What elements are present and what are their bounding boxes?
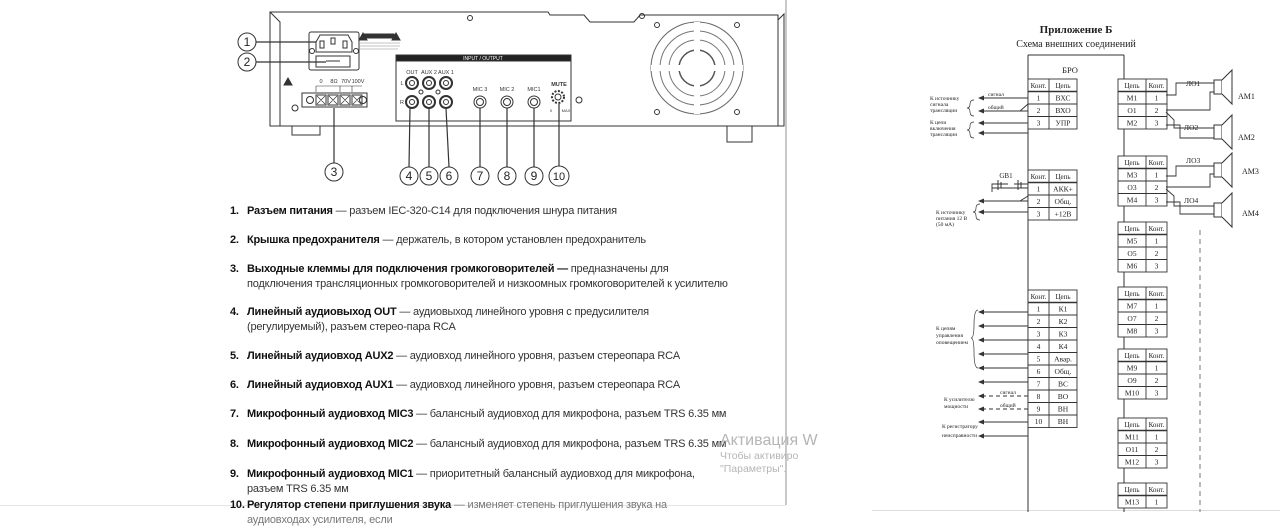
item-text: — балансный аудиовход для микрофона, разъем TRS 6.35 мм bbox=[413, 408, 727, 420]
table-cell: 2 bbox=[1154, 376, 1159, 385]
table-cell: ВН bbox=[1057, 404, 1069, 414]
table-cell: 2 bbox=[1036, 317, 1041, 326]
terminal-screws bbox=[307, 95, 363, 105]
table-cell: М3 bbox=[1126, 170, 1138, 180]
item-text: — держатель, в котором установлен предохранитель bbox=[379, 234, 646, 246]
item-term: Линейный аудиовыход OUT bbox=[247, 306, 397, 318]
table-header: Конт. bbox=[1148, 421, 1165, 429]
table-cell: М10 bbox=[1124, 388, 1140, 398]
table-cell: К1 bbox=[1058, 304, 1068, 314]
connection-table bbox=[1118, 79, 1167, 129]
annotation-text: включения bbox=[930, 126, 956, 132]
common-label: общий bbox=[1000, 403, 1016, 409]
item-number: 3. bbox=[230, 263, 239, 275]
table-cell: 3 bbox=[1154, 457, 1159, 467]
table-header: Цепь bbox=[1124, 290, 1140, 298]
table-header: Конт. bbox=[1148, 290, 1165, 298]
bro-label: БРО bbox=[1062, 65, 1078, 75]
speaker-labels bbox=[1238, 92, 1259, 218]
rca-jacks bbox=[406, 77, 452, 108]
table-cell: М5 bbox=[1126, 236, 1138, 246]
arrowheads bbox=[978, 96, 984, 439]
signal-label: сигнал bbox=[988, 92, 1004, 98]
table-cell: 7 bbox=[1036, 379, 1041, 389]
terminal-label-70v: 70V bbox=[341, 79, 351, 85]
table-cell: 2 bbox=[1154, 183, 1159, 192]
connection-table bbox=[1118, 483, 1167, 508]
table-header: Цепь bbox=[1124, 82, 1140, 90]
table-cell: Общ. bbox=[1054, 367, 1072, 376]
list-item bbox=[230, 437, 730, 452]
list-item bbox=[230, 233, 730, 248]
table-cell: 2 bbox=[1154, 106, 1159, 115]
speaker-icon bbox=[1214, 193, 1232, 227]
table-cell: О3 bbox=[1127, 183, 1137, 192]
common-label: общий bbox=[988, 105, 1004, 111]
table-cell: 9 bbox=[1036, 404, 1041, 414]
callout-label: 7 bbox=[476, 169, 484, 183]
table-cell: ВХС bbox=[1055, 93, 1071, 103]
connection-table bbox=[1028, 290, 1077, 428]
table-cell: М8 bbox=[1126, 326, 1138, 336]
annotation-text: трансляции bbox=[930, 132, 958, 138]
table-header: Конт. bbox=[1148, 225, 1165, 233]
table-cell: ВО bbox=[1057, 392, 1069, 401]
knob-max-label: MAX bbox=[561, 108, 571, 113]
table-cell: +12В bbox=[1054, 209, 1072, 219]
annotation-text: оповещением bbox=[936, 340, 968, 346]
list-item bbox=[230, 262, 730, 292]
table-header: Цепь bbox=[1055, 173, 1071, 181]
table-cell: 4 bbox=[1036, 342, 1041, 351]
callout-label: 9 bbox=[530, 169, 538, 183]
connection-diagram bbox=[880, 0, 1280, 512]
table-cell: 2 bbox=[1036, 197, 1041, 206]
callout-label: 1 bbox=[243, 35, 251, 49]
table-cell: 1 bbox=[1154, 432, 1159, 442]
table-cell: УПР bbox=[1055, 118, 1071, 128]
table-cell: О9 bbox=[1127, 376, 1137, 385]
table-header: Цепь bbox=[1124, 352, 1140, 360]
speaker-label: АМ4 bbox=[1242, 209, 1259, 218]
signal-label: сигнал bbox=[1000, 390, 1016, 396]
foot-right bbox=[727, 126, 752, 142]
schema-subtitle: Схема внешних соединений bbox=[1016, 39, 1136, 50]
table-header: Конт. bbox=[1030, 82, 1047, 90]
item-term: Разъем питания bbox=[247, 205, 333, 217]
item-text: — приоритетный балансный аудиовход для микрофона, разъем TRS 6.35 мм bbox=[247, 468, 695, 495]
foot-left bbox=[292, 126, 320, 135]
table-cell: АКК+ bbox=[1053, 184, 1073, 194]
item-text: — разъем IEC-320-C14 для подключения шнура питания bbox=[332, 205, 617, 217]
table-cell: 3 bbox=[1154, 195, 1159, 205]
item-number: 5. bbox=[230, 350, 239, 362]
terminal-label-8ohm: 8Ω bbox=[330, 79, 338, 85]
jack-label-aux2: AUX 2 bbox=[421, 70, 437, 76]
row-label-l: L bbox=[400, 81, 404, 87]
mute-knob bbox=[552, 91, 564, 103]
annotation-text: мощности bbox=[944, 404, 969, 410]
table-cell: ВН bbox=[1057, 417, 1069, 426]
list-item bbox=[230, 498, 730, 526]
table-cell: 10 bbox=[1034, 417, 1043, 426]
table-cell: 1 bbox=[1036, 184, 1041, 194]
table-cell: 2 bbox=[1154, 314, 1159, 323]
table-cell: М11 bbox=[1125, 432, 1139, 442]
item-text: предназначены для подключения трансляционных громкоговорителей и низкоомных громкоговорителей к усилителю bbox=[247, 263, 728, 290]
list-item bbox=[230, 467, 730, 497]
table-cell: 3 bbox=[1036, 209, 1041, 219]
table-cell: Авар. bbox=[1054, 354, 1072, 364]
table-cell: К2 bbox=[1058, 317, 1068, 326]
item-text: — балансный аудиовход для микрофона, разъем TRS 6.35 мм bbox=[413, 438, 727, 450]
io-panel-title: INPUT / OUTPUT bbox=[463, 56, 503, 62]
terminal-label-100v: 100V bbox=[351, 79, 365, 85]
annotation-text: К источнику bbox=[936, 210, 966, 216]
item-number: 1. bbox=[230, 205, 239, 217]
watermark-line: "Параметры". bbox=[720, 463, 787, 475]
speaker-label: АМ1 bbox=[1238, 92, 1255, 101]
table-cell: О7 bbox=[1127, 314, 1137, 323]
table-cell: 1 bbox=[1036, 304, 1041, 314]
speaker-icons bbox=[1214, 70, 1232, 227]
table-cell: ВС bbox=[1057, 379, 1069, 389]
annotation-text: неисправности bbox=[942, 433, 978, 439]
speaker-icon bbox=[1214, 153, 1232, 187]
item-term: Линейный аудиовход AUX1 bbox=[247, 379, 394, 391]
mic3-jack bbox=[474, 96, 486, 108]
jack-label-out: OUT bbox=[406, 70, 418, 76]
list-item bbox=[230, 349, 730, 364]
table-cell: М9 bbox=[1126, 363, 1138, 373]
connection-table bbox=[1118, 222, 1167, 272]
annotation-text: К регистратору bbox=[942, 424, 978, 430]
table-cell: Общ. bbox=[1054, 197, 1072, 206]
table-cell: О5 bbox=[1127, 249, 1137, 258]
row-label-r: R bbox=[400, 100, 404, 106]
speaker-icon bbox=[1214, 70, 1232, 104]
table-header: Конт. bbox=[1148, 486, 1165, 494]
table-cell: 5 bbox=[1036, 354, 1041, 364]
table-header: Цепь bbox=[1124, 486, 1140, 494]
item-number: 4. bbox=[230, 306, 239, 318]
table-cell: 2 bbox=[1154, 249, 1159, 258]
table-cell: 3 bbox=[1036, 329, 1041, 339]
table-cell: М6 bbox=[1126, 261, 1138, 271]
table-cell: 2 bbox=[1036, 106, 1041, 115]
annotation-text: управления bbox=[936, 333, 964, 339]
table-cell: 3 bbox=[1154, 326, 1159, 336]
list-item bbox=[230, 204, 730, 219]
fan-grill bbox=[651, 22, 743, 115]
mic3-label: MIC 3 bbox=[472, 87, 488, 93]
table-cell: М4 bbox=[1126, 195, 1138, 205]
item-term: Выходные клеммы для подключения громкоговорителей — bbox=[247, 263, 568, 275]
callout-label: 5 bbox=[425, 169, 433, 183]
callout-label: 4 bbox=[405, 169, 413, 183]
table-header: Конт. bbox=[1148, 82, 1165, 90]
callout-label: 3 bbox=[330, 165, 338, 179]
table-cell: М13 bbox=[1124, 497, 1140, 507]
connection-table bbox=[1118, 349, 1167, 399]
braces bbox=[967, 100, 980, 368]
table-cell: К3 bbox=[1058, 329, 1068, 339]
table-cell: 1 bbox=[1154, 363, 1159, 373]
callout-label: 2 bbox=[243, 55, 251, 69]
annotation-text: питания 12 В bbox=[936, 216, 968, 222]
amplifier-rear-panel bbox=[230, 0, 786, 192]
table-cell: ВХО bbox=[1055, 106, 1071, 115]
table-header: Цепь bbox=[1124, 225, 1140, 233]
table-cell: М12 bbox=[1124, 457, 1140, 467]
callout-label: 8 bbox=[503, 169, 511, 183]
item-term: Микрофонный аудиовход MIC3 bbox=[247, 408, 414, 420]
line-label: ЛО1 bbox=[1186, 79, 1201, 88]
callout-label: 6 bbox=[445, 169, 453, 183]
table-cell: М2 bbox=[1126, 118, 1138, 128]
mic1-jack bbox=[528, 96, 540, 108]
battery-label: GB1 bbox=[999, 172, 1013, 180]
speaker-label: АМ3 bbox=[1242, 167, 1259, 176]
table-cell: К4 bbox=[1058, 342, 1068, 351]
table-cell: 1 bbox=[1154, 497, 1159, 507]
schema-title: Приложение Б bbox=[1039, 24, 1113, 36]
table-header: Конт. bbox=[1148, 352, 1165, 360]
line-labels bbox=[1184, 79, 1201, 205]
speaker-label: АМ2 bbox=[1238, 133, 1255, 142]
table-header: Цепь bbox=[1055, 293, 1071, 301]
item-term: Регулятор степени приглушения звука bbox=[247, 499, 451, 511]
connection-table bbox=[1118, 287, 1167, 337]
item-number: 6. bbox=[230, 379, 239, 391]
item-text: — аудиовход линейного уровня, разъем стереопара RCA bbox=[393, 379, 680, 391]
table-cell: 3 bbox=[1154, 388, 1159, 398]
table-cell: 2 bbox=[1154, 445, 1159, 454]
annotation-text: трансляции bbox=[930, 108, 958, 114]
item-number: 8. bbox=[230, 438, 239, 450]
list-item bbox=[230, 305, 730, 335]
item-term: Линейный аудиовход AUX2 bbox=[247, 350, 394, 362]
list-item bbox=[230, 407, 730, 422]
annotation-text: (50 мА) bbox=[936, 222, 954, 228]
table-header: Конт. bbox=[1030, 293, 1047, 301]
mic2-jack bbox=[501, 96, 513, 108]
table-header: Конт. bbox=[1148, 159, 1165, 167]
table-header: Цепь bbox=[1124, 159, 1140, 167]
item-number: 9. bbox=[230, 468, 239, 480]
table-cell: 3 bbox=[1036, 118, 1041, 128]
connection-table bbox=[1118, 156, 1167, 206]
item-term: Микрофонный аудиовход MIC1 bbox=[247, 468, 414, 480]
list-item bbox=[230, 378, 730, 393]
table-cell: О1 bbox=[1127, 106, 1137, 115]
annotations bbox=[930, 92, 1016, 439]
knob-min-label: 0 bbox=[549, 108, 553, 113]
mic2-label: MIC 2 bbox=[499, 87, 515, 93]
item-text: — аудиовыход линейного уровня с предусилителя (регулируемый), разъем стерео-пара RCA bbox=[247, 306, 649, 333]
table-cell: 1 bbox=[1036, 93, 1041, 103]
annotation-text: К усилителю bbox=[944, 397, 975, 403]
table-cell: 3 bbox=[1154, 118, 1159, 128]
item-text: — изменяет степень приглушения звука на аудиовходах усилителя, если bbox=[247, 499, 667, 526]
annotation-text: К цепи bbox=[930, 120, 947, 126]
battery-gb1-icon bbox=[998, 180, 1021, 190]
annotation-text: К цепям bbox=[936, 326, 956, 332]
table-cell: М7 bbox=[1126, 301, 1138, 311]
item-number: 2. bbox=[230, 234, 239, 246]
item-term: Крышка предохранителя bbox=[247, 234, 380, 246]
item-term: Микрофонный аудиовход MIC2 bbox=[247, 438, 414, 450]
terminal-label-0: 0 bbox=[319, 79, 323, 85]
table-header: Цепь bbox=[1124, 421, 1140, 429]
table-cell: 1 bbox=[1154, 170, 1159, 180]
mic1-label: MIC1 bbox=[527, 87, 541, 93]
chassis-bevel bbox=[270, 12, 280, 126]
connection-table bbox=[1028, 79, 1077, 129]
table-cell: 1 bbox=[1154, 93, 1159, 103]
item-number: 10. bbox=[230, 499, 245, 511]
annotation-text: К источнику bbox=[930, 96, 960, 102]
schema-tables bbox=[1028, 79, 1167, 508]
item-text: — аудиовход линейного уровня, разъем стереопара RCA bbox=[393, 350, 680, 362]
schema-wires bbox=[984, 83, 1214, 436]
line-label: ЛО2 bbox=[1184, 123, 1199, 132]
table-cell: 1 bbox=[1154, 236, 1159, 246]
table-cell: О11 bbox=[1125, 445, 1139, 454]
jack-label-aux1: AUX 1 bbox=[438, 70, 454, 76]
table-cell: 6 bbox=[1036, 367, 1041, 376]
mute-label: MUTE bbox=[551, 82, 567, 88]
watermark-title: Активация W bbox=[720, 432, 818, 449]
speaker-icon bbox=[1214, 115, 1232, 149]
line-label: ЛО3 bbox=[1186, 156, 1201, 165]
connection-table bbox=[1118, 418, 1167, 468]
connection-table bbox=[1028, 170, 1077, 220]
table-cell: 3 bbox=[1154, 261, 1159, 271]
table-header: Цепь bbox=[1055, 82, 1071, 90]
table-cell: 1 bbox=[1154, 301, 1159, 311]
activation-watermark bbox=[720, 432, 818, 476]
table-cell: 8 bbox=[1036, 392, 1041, 401]
table-cell: М1 bbox=[1126, 93, 1138, 103]
line-label: ЛО4 bbox=[1184, 196, 1199, 205]
callout-label: 10 bbox=[552, 171, 566, 183]
table-header: Конт. bbox=[1030, 173, 1047, 181]
watermark-line: Чтобы активиро bbox=[720, 450, 799, 462]
item-number: 7. bbox=[230, 408, 239, 420]
annotation-text: сигнала bbox=[930, 102, 949, 108]
